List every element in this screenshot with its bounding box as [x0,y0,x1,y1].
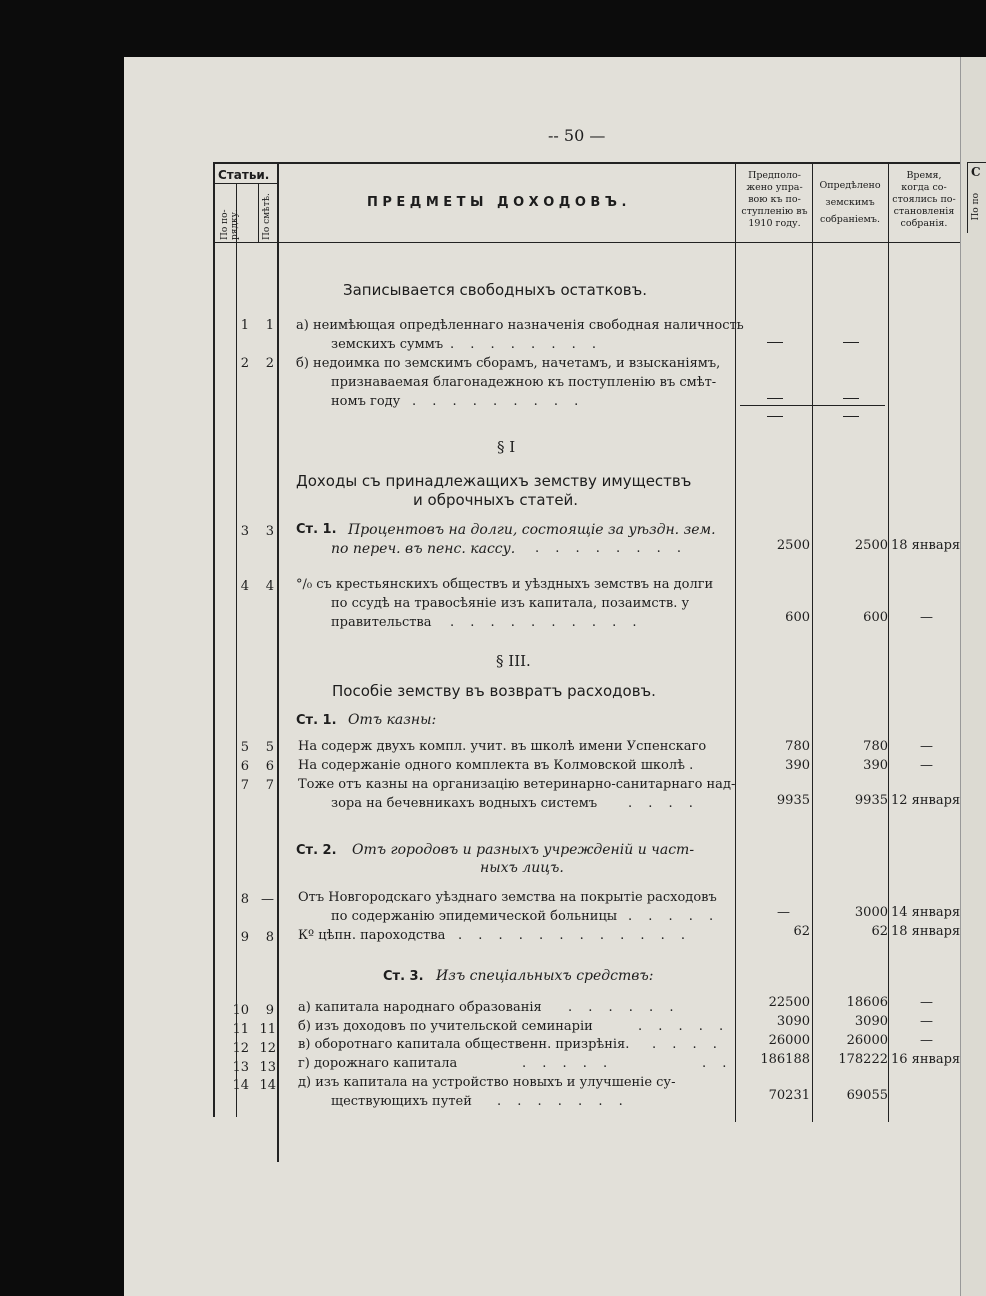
row-12-sm: 12 [259,1041,276,1056]
row-7-time: 12 января [891,793,961,808]
section-title-ostatki: Записывается свободныхъ остатковъ. [343,281,647,299]
row-2-text-a: б) недоимка по земскимъ сборамъ, начетамъ, и взысканіямъ, [296,356,721,371]
row-5-por: 5 [240,740,249,755]
st-2-label: Ст. 2. [296,843,337,858]
row-2-por: 2 [240,356,249,371]
row-5-determined: 780 [863,739,888,754]
row-2-text-b: признаваемая благонадежною къ поступленію въ смѣт- [331,375,717,390]
row-7-sm: 7 [265,778,274,793]
row-3-proposed: 2500 [776,538,810,553]
stati-rule [213,183,277,184]
section-i-title-a: Доходы съ принадлежащихъ земству имуществъ [296,472,692,490]
row-8-determined: 3000 [854,905,888,920]
row-13-por: 13 [232,1060,249,1075]
row-4-time: — [920,610,933,625]
page-number: -- 50 — [548,126,606,145]
next-page-stati: С [971,165,981,179]
row-12-determined: 26000 [846,1033,888,1048]
row-14-determined: 69055 [846,1088,888,1103]
header-col-time: Время, когда со- стоялись по- становленія собранія. [892,170,956,229]
row-13-text: г) дорожнаго капитала [298,1056,458,1071]
st-2-text-b: ныхъ лицъ. [480,860,564,876]
row-14-text-b: ществующихъ путей [331,1094,472,1109]
row-10-por: 10 [232,1003,249,1018]
row-7-text-b: зора на бечевникахъ водныхъ системъ [331,796,598,811]
row-6-determined: 390 [863,758,888,773]
row-10-leader: . . . . . . [568,1000,680,1015]
row-9-por: 9 [240,930,249,945]
row-1-text-b: земскихъ суммъ [331,337,444,352]
row-4-sm: 4 [265,579,274,594]
row-1-text-a: а) неимѣющая опредѣленнаго назначенія свободная наличность [296,318,744,333]
header-col-determined: Опредѣлено земскимъ собраніемъ. [819,180,881,225]
row-8-text-b: по содержанію эпидемической больницы [331,909,618,924]
row-8-text-a: Отъ Новгородскаго уѣзднаго земства на покрытіе расходовъ [298,890,717,905]
st-3-text: Изъ спеціальныхъ средствъ: [436,968,654,984]
total-determined-dash [843,416,859,417]
row-1-determined-dash [843,342,859,343]
st-2-text-a: Отъ городовъ и разныхъ учрежденій и част- [352,842,695,858]
row-5-sm: 5 [265,740,274,755]
table-top-rule [213,162,960,164]
row-6-text: На содержаніе одного комплекта въ Колмовской школѣ . [298,758,694,773]
row-14-proposed: 70231 [768,1088,810,1103]
row-8-time: 14 января [891,905,961,920]
col-divider-proposed [812,162,813,1122]
row-13-proposed: 186188 [760,1052,810,1067]
row-4-proposed: 600 [785,610,810,625]
row-7-text-a: Тоже отъ казны на организацію ветеринарно-санитарнаго над- [298,777,736,792]
row-3-text-a: Процентовъ на долги, состоящіе за уѣздн. зем. [348,522,716,538]
row-12-proposed: 26000 [768,1033,810,1048]
row-4-text-a: °/₀ съ крестьянскихъ обществъ и уѣздныхъ земствъ на долги [296,577,714,592]
row-1-leader: . . . . . . . . [450,337,602,352]
section-iii-para: § III. [496,652,531,670]
row-11-leader: . . . . . [638,1019,730,1034]
row-10-text: а) капитала народнаго образованія [298,1000,542,1015]
row-14-leader: . . . . . . . [497,1094,629,1109]
row-11-text: б) изъ доходовъ по учительской семинаріи [298,1019,593,1034]
st-1b-label: Ст. 1. [296,713,337,728]
row-4-text-c: правительства [331,615,432,630]
row-6-time: — [920,758,933,773]
st-1-label: Ст. 1. [296,522,337,537]
next-page-edge [960,57,986,1296]
row-1-por: 1 [240,318,249,333]
section-iii-title: Пособіе земству въ возвратъ расходовъ. [332,682,656,700]
row-2-determined-dash [843,398,859,399]
row-5-proposed: 780 [785,739,810,754]
row-7-leader: . . . . [628,796,699,811]
row-1-sm: 1 [265,318,274,333]
row-11-proposed: 3090 [776,1014,810,1029]
row-14-por: 14 [232,1078,249,1093]
row-4-por: 4 [240,579,249,594]
row-13-sm: 13 [259,1060,276,1075]
row-11-time: — [920,1014,933,1029]
row-3-time: 18 января [891,538,961,553]
table-header-rule [213,242,960,243]
row-3-por: 3 [240,524,249,539]
row-10-sm: 9 [265,1003,274,1018]
row-11-por: 11 [232,1022,249,1037]
row-8-proposed: — [777,905,790,920]
row-11-sm: 11 [259,1022,276,1037]
col-divider-inner [258,183,259,242]
row-3-text-b: по переч. въ пенс. кассу. [331,541,516,557]
section-i-title-b: и оброчныхъ статей. [413,491,579,509]
row-5-time: — [920,739,933,754]
header-po-poryadku: По по-рядку. [220,209,240,240]
row-2-leader: . . . . . . . . . [412,394,585,409]
col-divider-text [735,162,736,1122]
row-13-determined: 178222 [838,1052,888,1067]
row-7-por: 7 [240,778,249,793]
row-12-leader: . . . . [652,1037,723,1052]
row-5-text: На содерж двухъ компл. учит. въ школѣ имени Успенскаго [298,739,707,754]
row-8-sm: — [261,892,274,907]
row-13-leader: . . . . . [522,1056,614,1071]
row-9-determined: 62 [871,924,888,939]
row-7-proposed: 9935 [776,793,810,808]
subtotal-rule [740,405,885,406]
row-7-determined: 9935 [854,793,888,808]
col-left-border [213,162,215,1117]
row-6-por: 6 [240,759,249,774]
row-14-text-a: д) изъ капитала на устройство новыхъ и улучшеніе су- [298,1075,676,1090]
row-3-leader: . . . . . . . . [535,541,687,556]
row-6-sm: 6 [265,759,274,774]
header-stati: Статьи. [218,168,270,182]
st-1b-text: Отъ казны: [348,712,437,728]
row-8-leader: . . . . . [628,909,720,924]
row-3-determined: 2500 [854,538,888,553]
next-page-table-fragment [967,162,986,233]
col-divider-sm [277,162,279,1162]
row-14-sm: 14 [259,1078,276,1093]
row-12-text: в) оборотнаго капитала общественн. призрѣнія. [298,1037,630,1052]
row-12-por: 12 [232,1041,249,1056]
total-proposed-dash [767,416,783,417]
row-4-text-b: по ссудѣ на травосѣяніе изъ капитала, позаимств. у [331,596,690,611]
row-10-determined: 18606 [846,995,888,1010]
row-12-time: — [920,1033,933,1048]
header-po-smete: По смѣтѣ. [262,193,272,240]
row-10-time: — [920,995,933,1010]
row-1-proposed-dash [767,342,783,343]
row-9-time: 18 января [891,924,961,939]
st-3-label: Ст. 3. [383,969,424,984]
row-2-text-c: номъ году [331,394,401,409]
row-6-proposed: 390 [785,758,810,773]
row-9-proposed: 62 [793,924,810,939]
row-11-determined: 3090 [854,1014,888,1029]
row-10-proposed: 22500 [768,995,810,1010]
header-col-proposed: Предполо- жено упра- вою къ по- ступленію въ 1910 году. [741,170,808,229]
row-13-time: 16 января [891,1052,961,1067]
row-8-por: 8 [240,892,249,907]
row-9-sm: 8 [265,930,274,945]
row-9-leader: . . . . . . . . . . . . [458,928,692,943]
row-4-determined: 600 [863,610,888,625]
row-4-leader: . . . . . . . . . . [450,615,643,630]
col-divider-determined [888,162,889,1122]
section-i-para: § I [497,438,516,456]
row-13-leader-b: . . [702,1056,733,1071]
header-title: ПРЕДМЕТЫ ДОХОДОВЪ. [367,195,631,210]
next-page-po: По по [971,193,981,221]
row-2-proposed-dash [767,398,783,399]
row-9-text: Кº цѣпн. пароходства [298,928,446,943]
row-3-sm: 3 [265,524,274,539]
row-2-sm: 2 [265,356,274,371]
